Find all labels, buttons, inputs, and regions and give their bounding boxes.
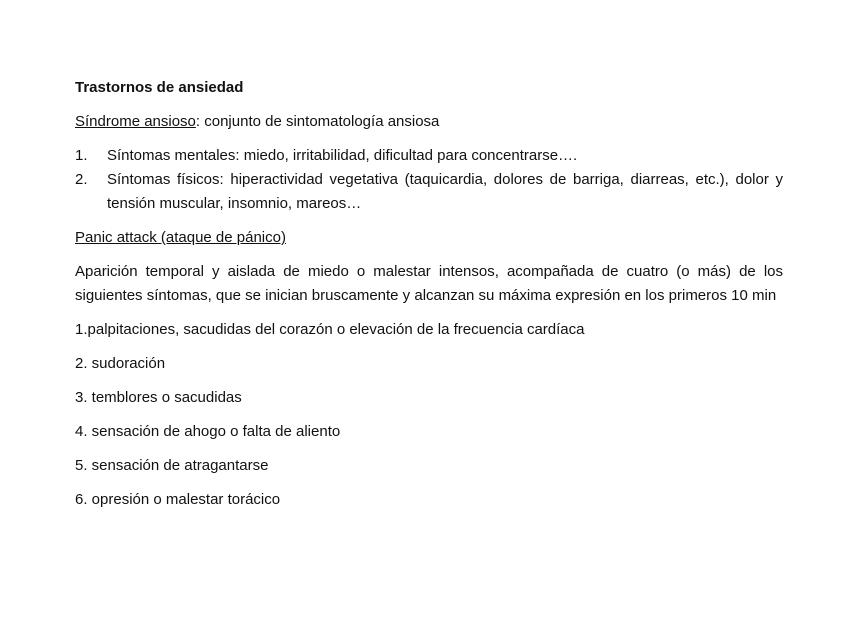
list-item bbox=[75, 168, 783, 216]
list-item-number: 2. bbox=[75, 171, 88, 188]
sindrome-term: Síndrome ansioso bbox=[75, 113, 196, 130]
panic-symptom: 6. opresión o malestar torácico bbox=[75, 491, 281, 508]
panic-symptom: 4. sensación de ahogo o falta de aliento bbox=[75, 423, 341, 440]
panic-attack-description: Aparición temporal y aislada de miedo o malestar intensos, acompañada de cuatro (o más) de los siguientes síntomas, que se inician bruscamente y alcanzan su máxima expresión en los primeros 10 min bbox=[75, 263, 783, 304]
panic-symptom: 2. sudoración bbox=[75, 355, 166, 372]
panic-attack-heading: Panic attack (ataque de pánico) bbox=[75, 229, 286, 246]
list-item-text: Síntomas físicos: hiperactividad vegetativa (taquicardia, dolores de barriga, diarreas, etc.), dolor y tensión muscular, insomnio, mareos… bbox=[107, 171, 783, 212]
document-page bbox=[75, 76, 783, 522]
document-title: Trastornos de ansiedad bbox=[75, 79, 244, 96]
panic-symptom: 1.palpitaciones, sacudidas del corazón o elevación de la frecuencia cardíaca bbox=[75, 321, 585, 338]
sindrome-definition-text: : conjunto de sintomatología ansiosa bbox=[195, 113, 440, 130]
list-item bbox=[75, 144, 783, 168]
panic-symptom: 5. sensación de atragantarse bbox=[75, 457, 269, 474]
sindrome-symptom-list bbox=[75, 144, 783, 216]
list-item-text: Síntomas mentales: miedo, irritabilidad, dificultad para concentrarse…. bbox=[107, 147, 578, 164]
panic-symptom: 3. temblores o sacudidas bbox=[75, 389, 242, 406]
list-item-number: 1. bbox=[75, 147, 88, 164]
sindrome-definition bbox=[75, 110, 783, 134]
